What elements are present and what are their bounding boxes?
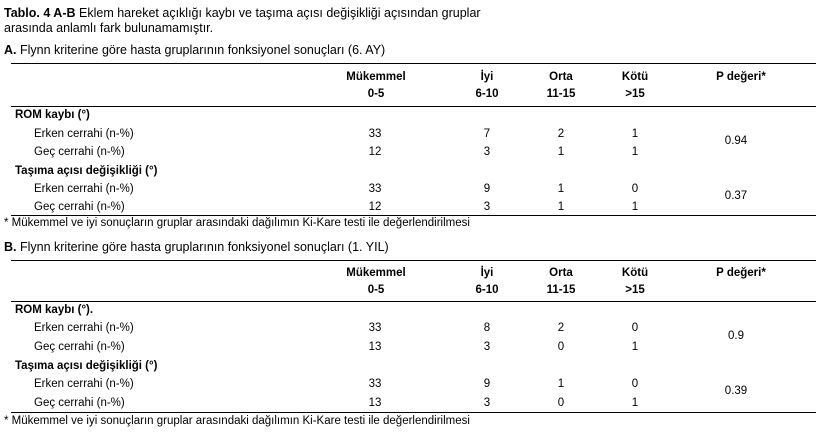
table-cell: 1	[557, 378, 565, 390]
header-orta-line2: 11-15	[546, 284, 576, 296]
p-value: 0.37	[724, 190, 748, 202]
header-kotu-line2: >15	[625, 284, 645, 296]
p-value: 0.9	[728, 330, 744, 342]
section-a-title	[4, 43, 385, 57]
row-label: Geç cerrahi (n-%)	[34, 397, 125, 409]
header-rule	[11, 106, 816, 107]
section-b-title	[4, 240, 389, 254]
bottom-rule	[11, 215, 816, 216]
header-rule	[11, 301, 816, 302]
table-cell: 33	[368, 128, 382, 140]
header-iyi-line1: İyi	[480, 267, 494, 279]
header-orta	[531, 69, 591, 103]
row-label: Erken cerrahi (n-%)	[34, 378, 134, 390]
header-mukemmel-line2: 0-5	[367, 88, 385, 100]
group-label: Taşıma açısı değişikliği (°)	[15, 360, 158, 372]
table-caption	[4, 6, 524, 36]
top-rule	[11, 260, 816, 261]
section-b-letter: B.	[4, 240, 17, 254]
table-cell: 1	[631, 201, 639, 213]
table-cell: 7	[483, 128, 491, 140]
header-kotu-line1: Kötü	[621, 267, 649, 279]
table-cell: 1	[557, 183, 565, 195]
header-iyi-line2: 6-10	[475, 88, 499, 100]
table-cell: 9	[483, 378, 491, 390]
table-cell: 1	[631, 128, 639, 140]
table-cell: 3	[483, 146, 491, 158]
table-cell: 3	[483, 341, 491, 353]
table-cell: 0	[631, 322, 639, 334]
table-cell: 1	[631, 397, 639, 409]
table-cell: 0	[631, 378, 639, 390]
bottom-rule	[11, 412, 816, 413]
header-mukemmel	[336, 69, 416, 103]
table-cell: 0	[557, 341, 565, 353]
table-cell: 0	[557, 397, 565, 409]
table-cell: 12	[368, 201, 382, 213]
caption-label: Tablo. 4 A-B	[4, 6, 76, 20]
header-orta-line1: Orta	[549, 71, 573, 83]
header-p-value: P değeri*	[716, 71, 766, 83]
row-label: Erken cerrahi (n-%)	[34, 322, 134, 334]
group-label: Taşıma açısı değişikliği (°)	[15, 165, 158, 177]
header-kotu-line1: Kötü	[621, 71, 649, 83]
table-cell: 9	[483, 183, 491, 195]
header-mukemmel-line1: Mükemmel	[346, 267, 406, 279]
table-cell: 1	[631, 341, 639, 353]
table-cell: 0	[631, 183, 639, 195]
p-value: 0.94	[724, 135, 748, 147]
section-a-title-text: Flynn kriterine göre hasta gruplarının fonksiyonel sonuçları (6. AY)	[16, 43, 386, 57]
row-label: Geç cerrahi (n-%)	[34, 201, 125, 213]
table-cell: 1	[631, 146, 639, 158]
group-label: ROM kaybı (°).	[15, 304, 94, 316]
row-label: Geç cerrahi (n-%)	[34, 146, 125, 158]
table-cell: 3	[483, 397, 491, 409]
footnote: * Mükemmel ve iyi sonuçların gruplar arasındaki dağılımın Ki-Kare testi ile değerlendirilmesi	[4, 415, 470, 427]
table-cell: 3	[483, 201, 491, 213]
table-cell: 33	[368, 378, 382, 390]
p-value: 0.39	[724, 385, 748, 397]
header-orta	[531, 265, 591, 299]
group-label: ROM kaybı (°)	[15, 109, 90, 121]
table-cell: 33	[368, 183, 382, 195]
table-cell: 13	[368, 341, 382, 353]
header-p-value: P değeri*	[716, 267, 766, 279]
header-kotu-line2: >15	[625, 88, 645, 100]
table-cell: 8	[483, 322, 491, 334]
header-iyi	[457, 69, 517, 103]
header-kotu	[605, 265, 665, 299]
header-mukemmel-line1: Mükemmel	[346, 71, 406, 83]
table-cell: 13	[368, 397, 382, 409]
header-mukemmel-line2: 0-5	[367, 284, 385, 296]
caption-text: Eklem hareket açıklığı kaybı ve taşıma açısı değişikliği açısından gruplar arasında anlamlı fark bulunamamıştır.	[4, 6, 481, 35]
header-iyi-line1: İyi	[480, 71, 494, 83]
header-kotu	[605, 69, 665, 103]
table-cell: 2	[557, 128, 565, 140]
header-orta-line1: Orta	[549, 267, 573, 279]
header-orta-line2: 11-15	[546, 88, 576, 100]
header-iyi	[457, 265, 517, 299]
table-cell: 12	[368, 146, 382, 158]
row-label: Erken cerrahi (n-%)	[34, 183, 134, 195]
row-label: Erken cerrahi (n-%)	[34, 128, 134, 140]
table-cell: 33	[368, 322, 382, 334]
section-a-letter: A.	[4, 43, 17, 57]
section-b-title-text: Flynn kriterine göre hasta gruplarının fonksiyonel sonuçları (1. YIL)	[16, 240, 389, 254]
table-cell: 2	[557, 322, 565, 334]
table-cell: 1	[557, 201, 565, 213]
footnote: * Mükemmel ve iyi sonuçların gruplar arasındaki dağılımın Ki-Kare testi ile değerlendirilmesi	[4, 217, 470, 229]
top-rule	[11, 63, 816, 64]
table-cell: 1	[557, 146, 565, 158]
header-iyi-line2: 6-10	[475, 284, 499, 296]
header-mukemmel	[336, 265, 416, 299]
row-label: Geç cerrahi (n-%)	[34, 341, 125, 353]
